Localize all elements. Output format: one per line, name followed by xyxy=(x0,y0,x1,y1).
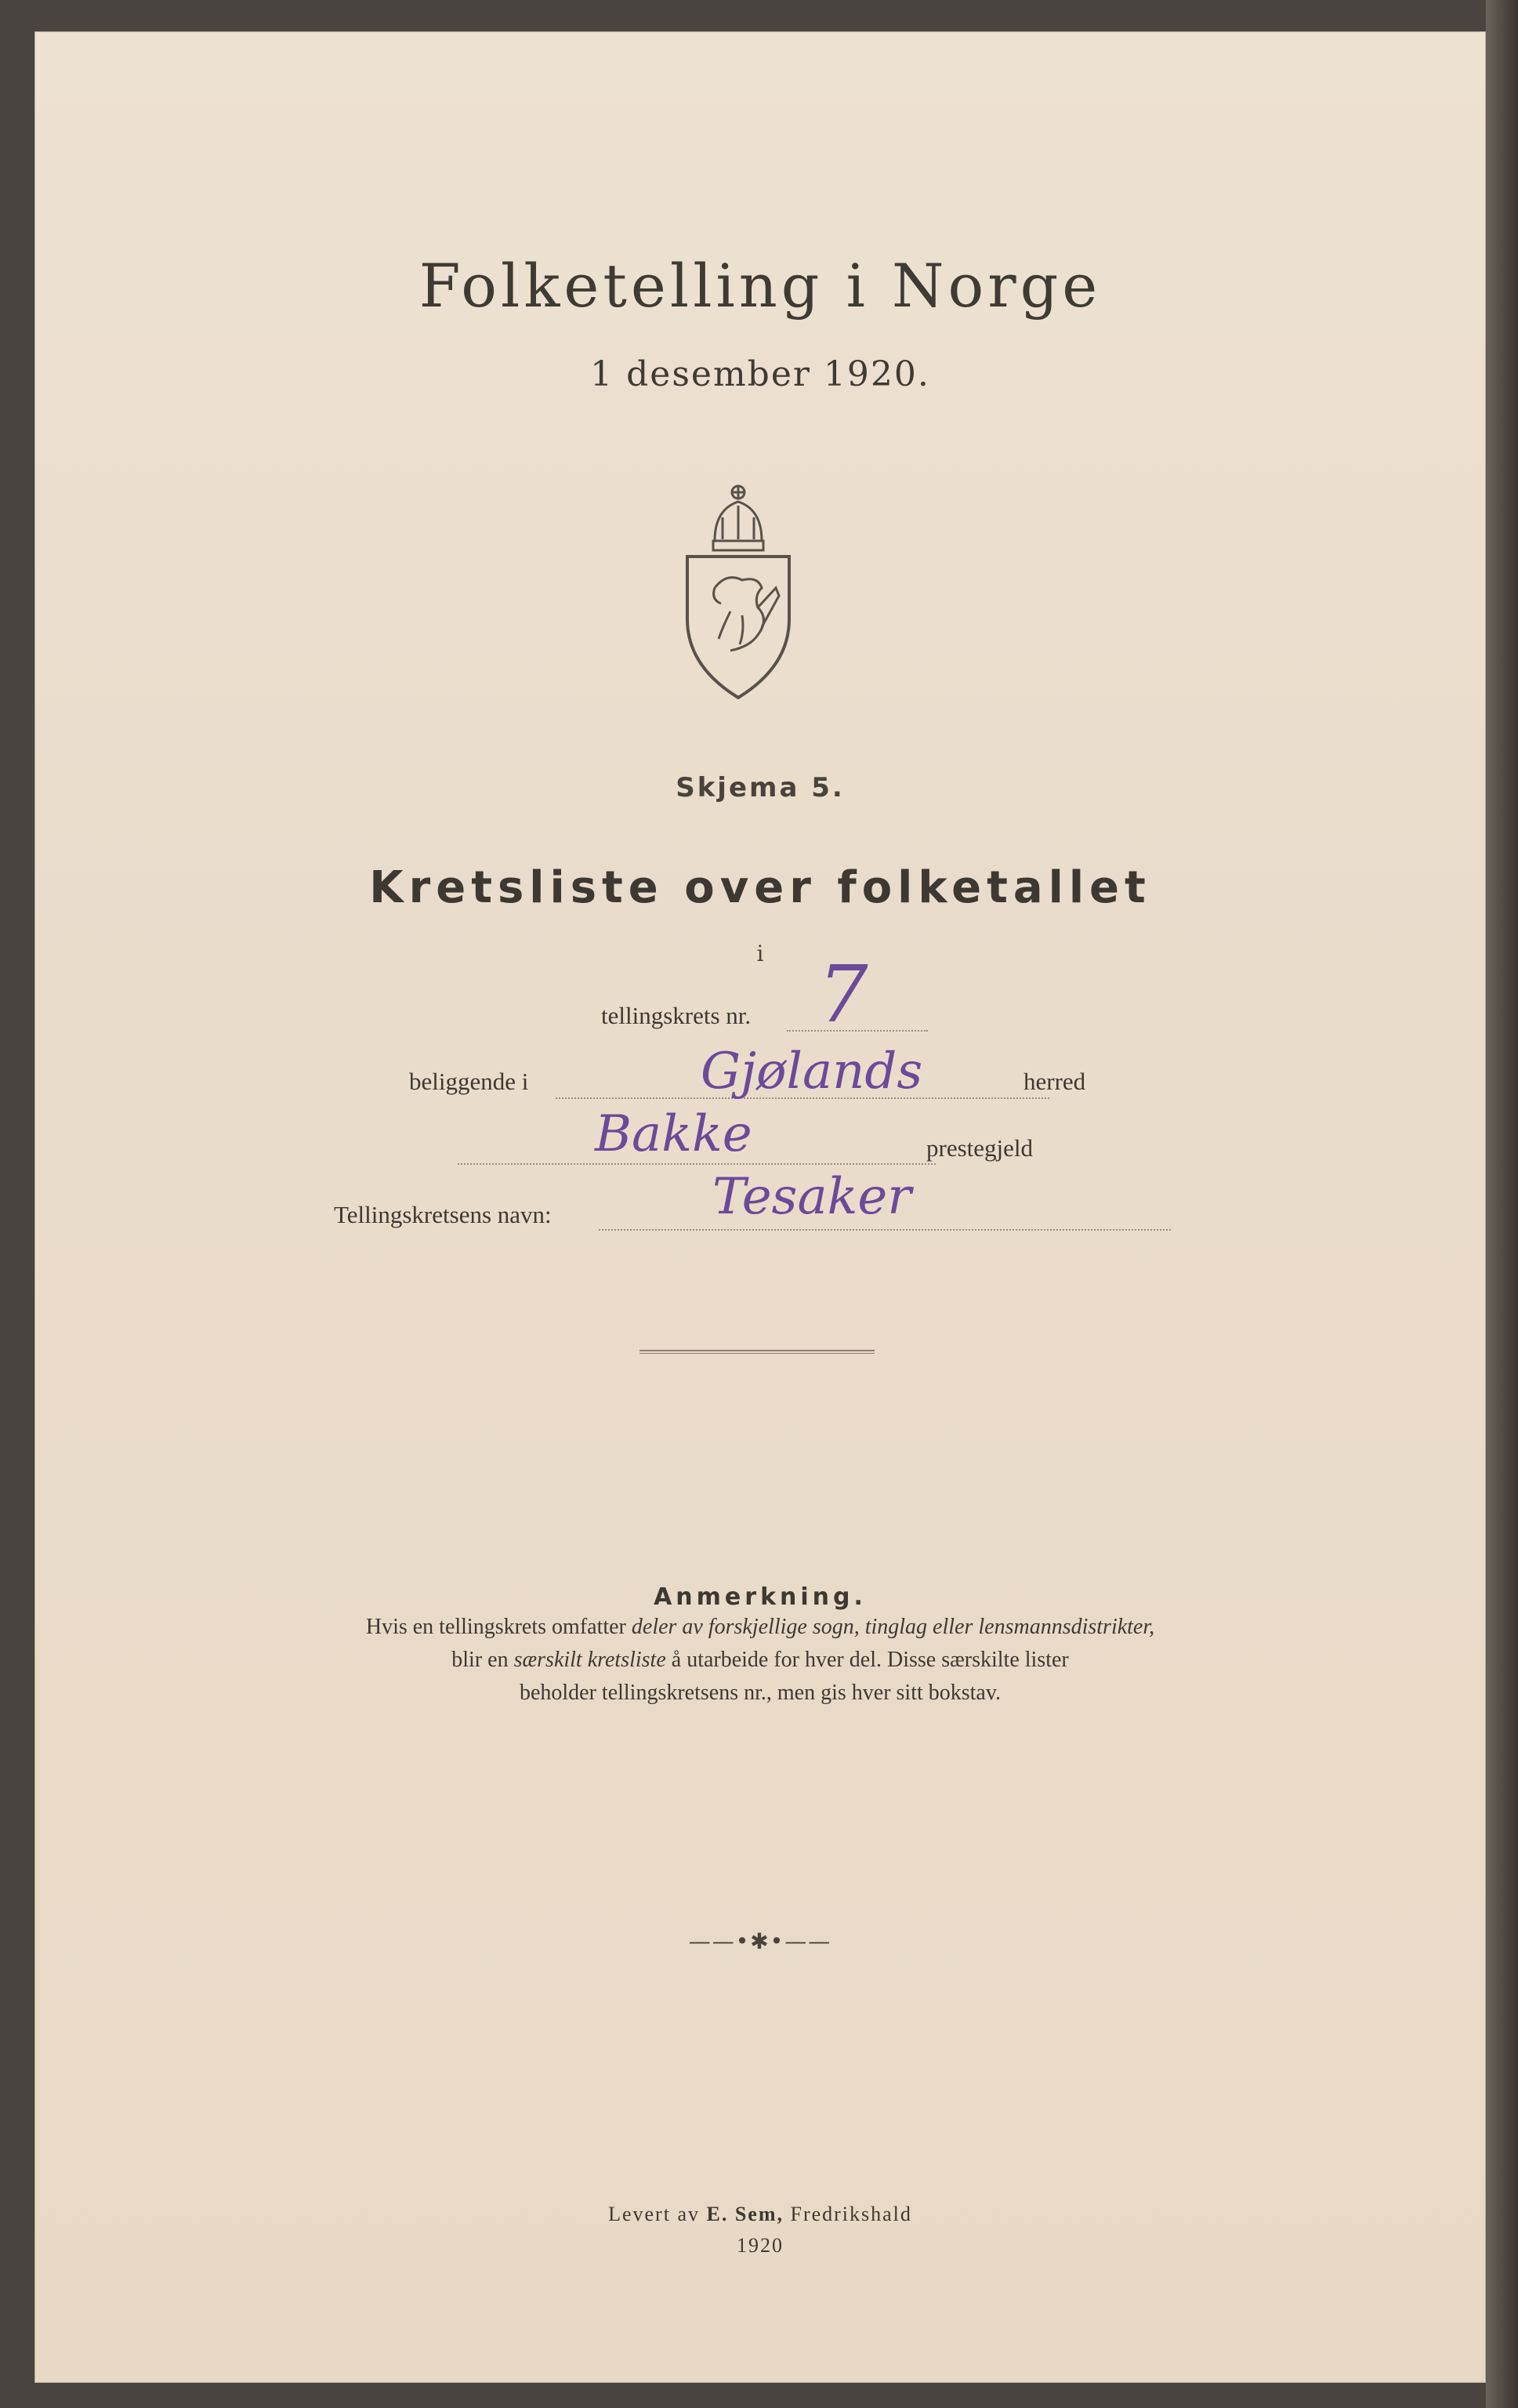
printer-name: E. Sem, xyxy=(706,2203,784,2225)
krets-number-value: 7 xyxy=(818,948,868,1040)
connector-i: i xyxy=(756,941,764,966)
printer-place: Fredrikshald xyxy=(783,2203,912,2225)
note-heading: Anmerkning. xyxy=(654,1583,867,1611)
beliggende-label: beliggende i xyxy=(409,1068,529,1095)
note-line-2-rest: å utarbeide for hver del. Disse særskilte lister xyxy=(665,1648,1069,1672)
krets-name-line xyxy=(599,1229,1171,1231)
scan-edge xyxy=(1486,0,1518,2408)
krets-name-value: Tesaker xyxy=(712,1168,911,1226)
note-line-1-text: Hvis en tellingskrets omfatter xyxy=(365,1615,632,1639)
krets-name-label: Tellingskretsens navn: xyxy=(334,1201,552,1228)
printer-year: 1920 xyxy=(737,2234,784,2257)
note-line-1-italic: deler av forskjellige sogn, tinglag eller lensmannsdistrikter, xyxy=(631,1615,1155,1639)
schema-number: Skjema 5. xyxy=(676,772,845,803)
herred-label: herred xyxy=(1023,1068,1086,1095)
prestegjeld-label: prestegjeld xyxy=(926,1134,1034,1162)
note-line-2 xyxy=(34,1648,1486,1673)
krets-number-label: tellingskrets nr. xyxy=(601,1002,752,1029)
printer-line xyxy=(34,2203,1486,2226)
note-line-3: beholder tellingskretsens nr., men gis hver sitt bokstav. xyxy=(519,1681,1002,1705)
printer-text: Levert av xyxy=(608,2203,707,2225)
beliggende-value: Gjølands xyxy=(701,1043,923,1101)
divider-rule xyxy=(639,1350,875,1354)
note-line-2-text: blir en xyxy=(451,1648,514,1672)
document-title: Folketelling i Norge xyxy=(418,251,1102,321)
form-heading: Kretsliste over folketallet xyxy=(369,862,1151,913)
coat-of-arms-icon xyxy=(683,470,793,705)
census-form-page xyxy=(34,31,1486,2383)
note-line-1 xyxy=(34,1615,1486,1640)
ornament-divider: ——•✱•—— xyxy=(688,1928,832,1954)
document-date: 1 desember 1920. xyxy=(590,354,930,394)
prestegjeld-line xyxy=(458,1163,936,1165)
note-line-2-italic: særskilt kretsliste xyxy=(513,1648,666,1672)
prestegjeld-value: Bakke xyxy=(595,1105,752,1163)
